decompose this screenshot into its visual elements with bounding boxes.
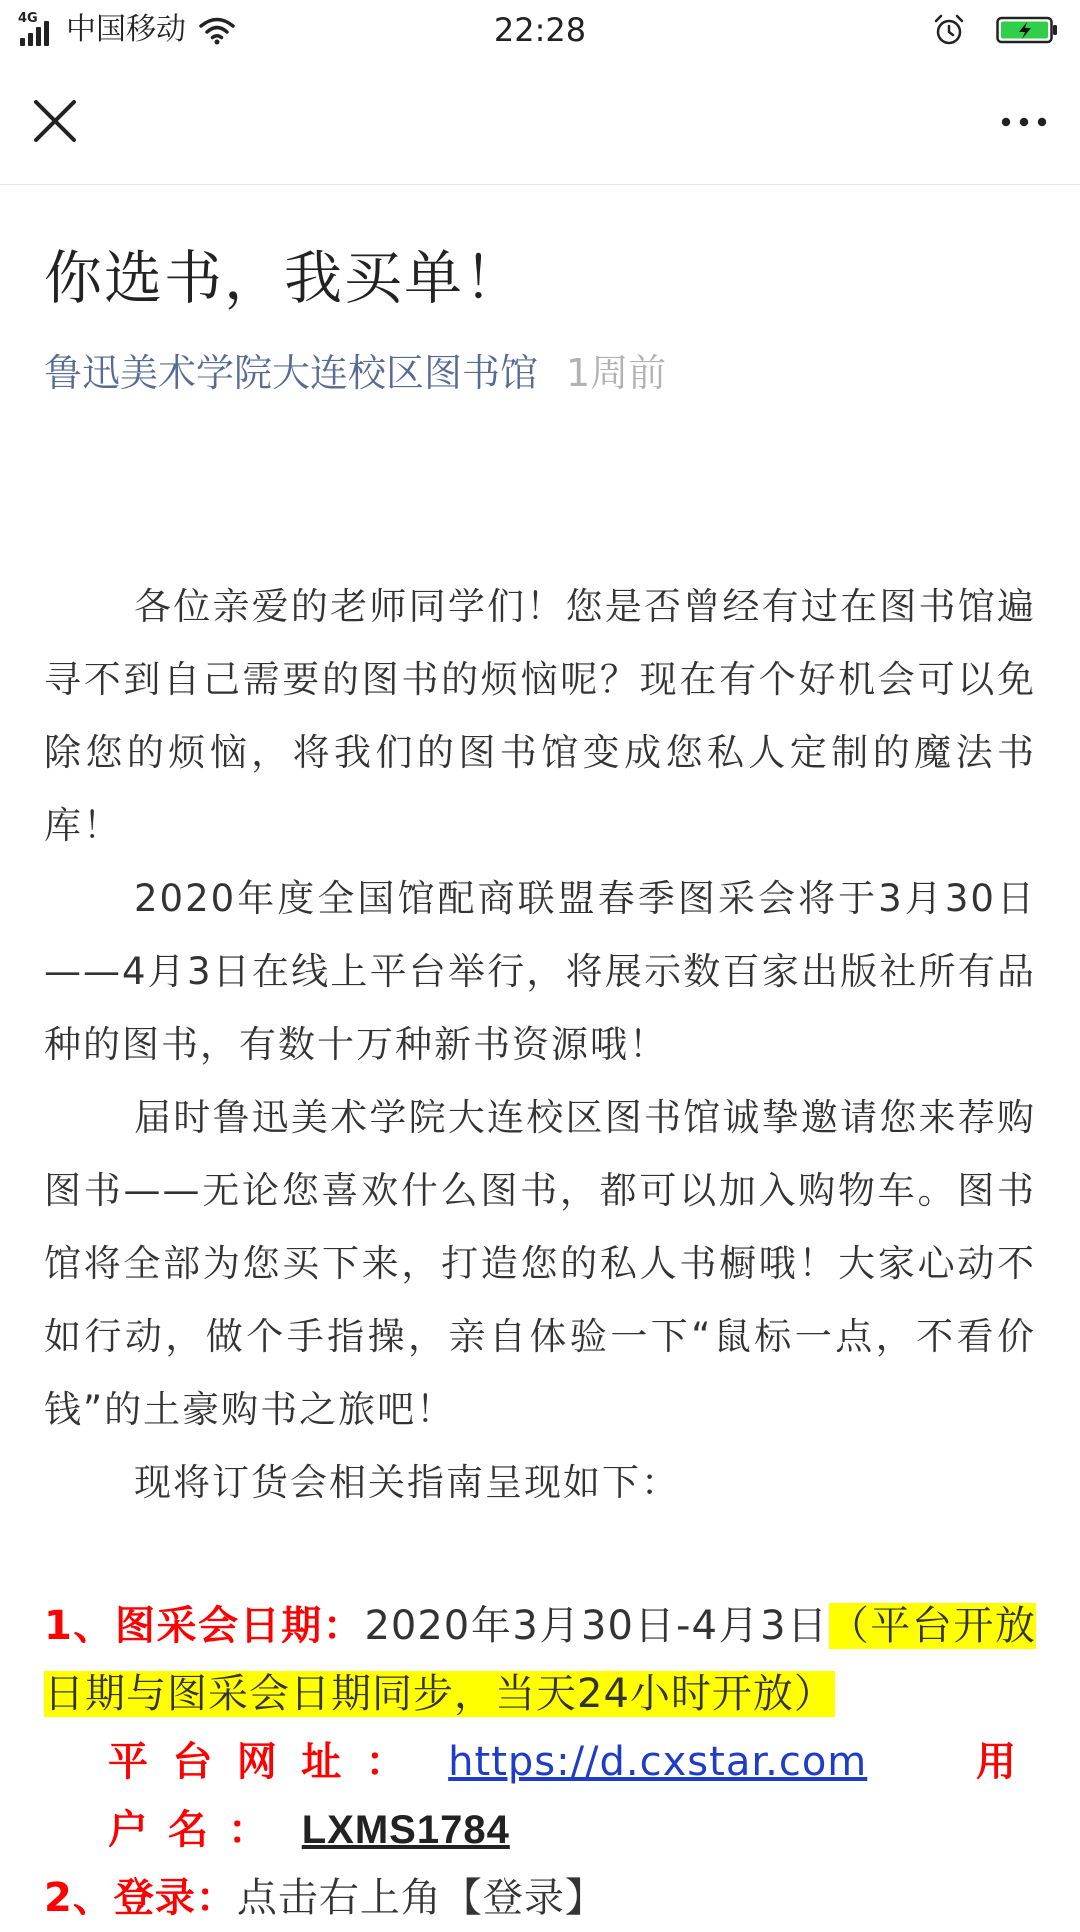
date-note-highlight: （平台开放日期与图采会日期同步，当天24小时开放）	[44, 1603, 1037, 1717]
status-bar	[0, 0, 1080, 60]
info-platform	[44, 1728, 1036, 1864]
paragraph-intro: 各位亲爱的老师同学们！您是否曾经有过在图书馆遍寻不到自己需要的图书的烦恼呢？现在有个好机会可以免除您的烦恼，将我们的图书馆变成您私人定制的魔法书库！	[44, 585, 1036, 847]
spacer	[44, 1519, 1036, 1592]
platform-label: 平台网址：	[108, 1739, 431, 1785]
article-meta	[44, 346, 1036, 400]
username-label: 用户名：	[108, 1739, 1036, 1853]
date-value: 2020年3月30日-4月3日	[364, 1603, 829, 1649]
close-icon[interactable]	[26, 92, 86, 152]
info-login	[44, 1864, 1036, 1932]
nav-bar	[0, 60, 1080, 185]
date-label: 1、图采会日期：	[44, 1603, 365, 1649]
paragraph-event: 2020年度全国馆配商联盟春季图采会将于3月30日——4月3日在线上平台举行，将展示数百家出版社所有品种的图书，有数十万种新书资源哦！	[44, 877, 1036, 1066]
platform-url-link[interactable]: https://d.cxstar.com	[448, 1739, 868, 1785]
paragraph-invite: 届时鲁迅美术学院大连校区图书馆诚挚邀请您来荐购图书——无论您喜欢什么图书，都可以加入购物车。图书馆将全部为您买下来，打造您的私人书橱哦！大家心动不如行动，做个手指操，亲自体验一下“鼠标一点，不看价钱”的土豪购书之旅吧！	[44, 1096, 1036, 1431]
battery-charging-icon	[996, 15, 1058, 45]
network-type: 4G	[18, 11, 38, 26]
article-content	[44, 570, 1036, 1932]
article-title: 你选书，我买单！	[44, 244, 525, 312]
alarm-icon	[932, 13, 966, 47]
info-date	[44, 1592, 1036, 1728]
status-right	[932, 10, 1058, 50]
status-time: 22:28	[493, 11, 587, 49]
username-value: LXMS1784	[301, 1808, 510, 1852]
paragraph-guide-intro: 现将订货会相关指南呈现如下：	[134, 1461, 680, 1504]
carrier-name: 中国移动	[66, 12, 186, 47]
account-name-link[interactable]: 鲁迅美术学院大连校区图书馆	[44, 351, 539, 395]
publish-time: 1周前	[566, 351, 667, 395]
login-label: 2、登录：	[44, 1875, 237, 1921]
article	[44, 184, 1036, 1932]
more-icon[interactable]	[994, 92, 1054, 152]
login-value: 点击右上角【登录】	[236, 1875, 606, 1921]
